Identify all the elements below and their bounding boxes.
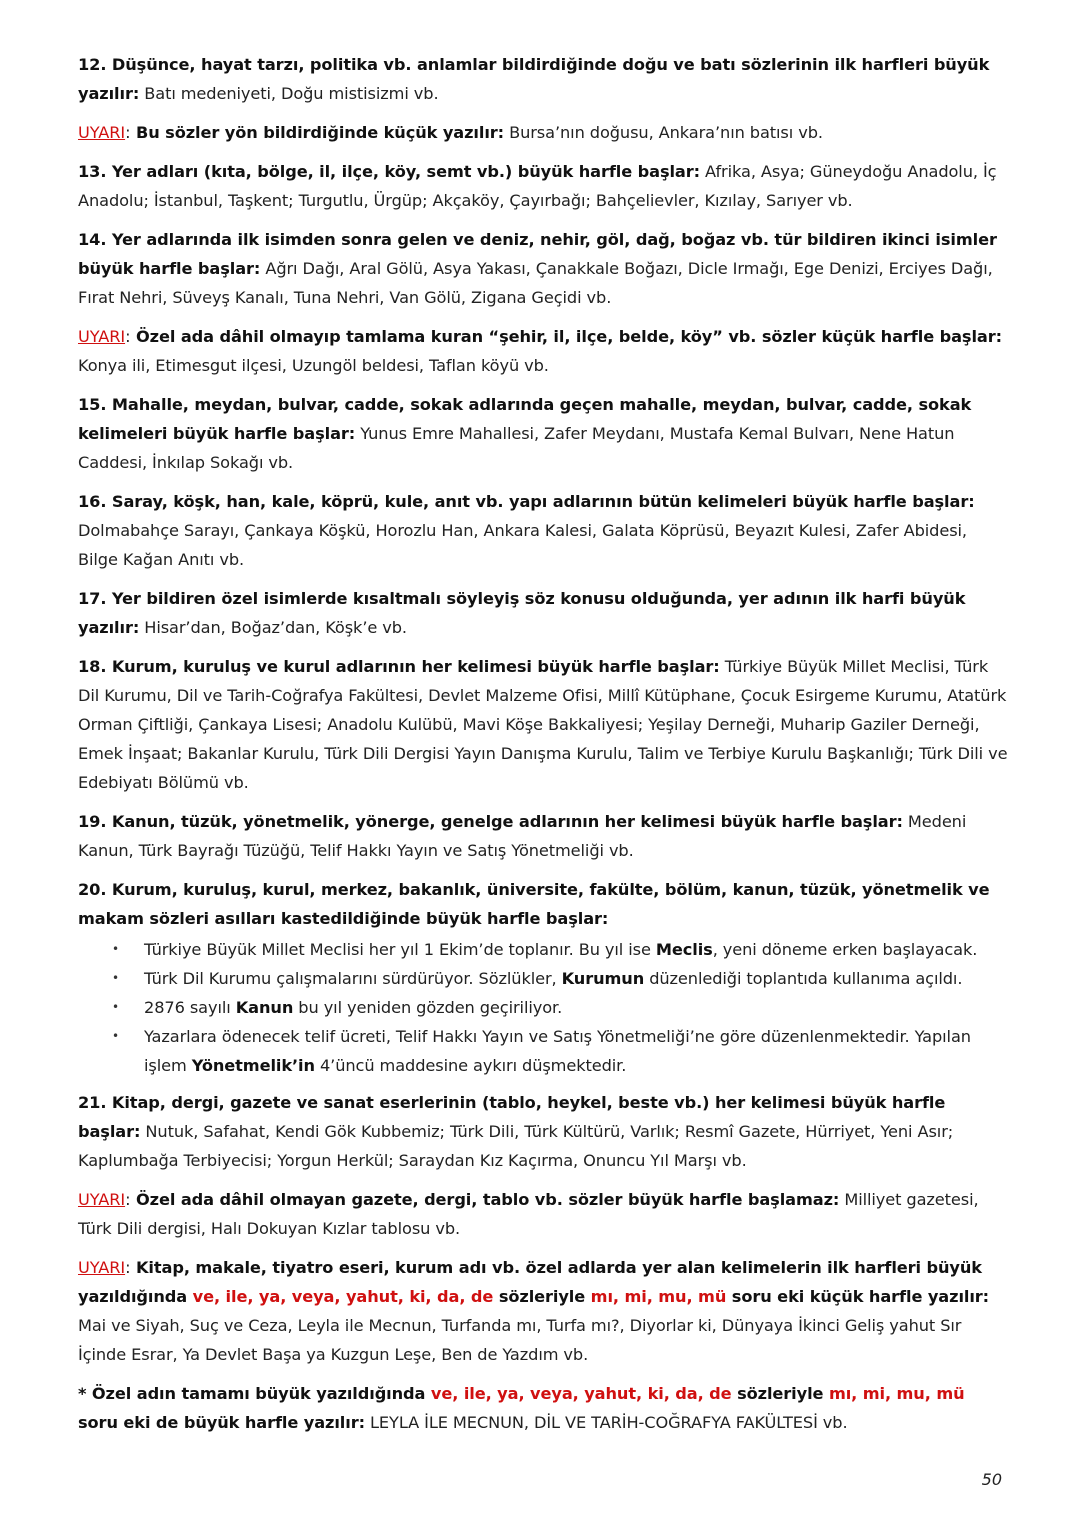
rule-heading: 17. Yer bildiren özel isimlerde kısaltmalı söyleyiş söz konusu olduğunda, yer adının ilk harfi büyük yazılır:	[78, 589, 966, 637]
rule-examples: Afrika, Asya; Güneydoğu Anadolu, İç Anadolu; İstanbul, Taşkent; Turgutlu, Ürgüp; Akçaköy, Çayırbağı; Bahçelievler, Kızılay, Sarıyer vb.	[78, 162, 997, 210]
note-heading: soru eki de büyük harfle yazılır:	[78, 1413, 365, 1432]
warning-heading: soru eki küçük harfle yazılır:	[726, 1287, 990, 1306]
rule-examples: Batı medeniyeti, Doğu mistisizmi vb.	[139, 84, 439, 103]
rule-heading: 18. Kurum, kuruluş ve kurul adlarının her kelimesi büyük harfle başlar:	[78, 657, 720, 676]
note	[78, 1379, 1008, 1437]
rule-19	[78, 807, 1008, 865]
warning-label: UYARI	[78, 327, 126, 346]
rule-21	[78, 1088, 1008, 1175]
rule-examples: Medeni Kanun, Türk Bayrağı Tüzüğü, Telif Hakkı Yayın ve Satış Yönetmeliği vb.	[78, 812, 967, 860]
bullet-text: düzenlediği toplantıda kullanıma açıldı.	[644, 969, 963, 988]
bullet-text: bu yıl yeniden gözden geçiriliyor.	[293, 998, 563, 1017]
rule-examples: Dolmabahçe Sarayı, Çankaya Köşkü, Horozlu Han, Ankara Kalesi, Galata Köprüsü, Beyazıt Kulesi, Zafer Abidesi, Bilge Kağan Anıtı vb.	[78, 521, 967, 569]
warning-heading: Bu sözler yön bildirdiğinde küçük yazılır:	[130, 123, 505, 142]
rule-heading: 20. Kurum, kuruluş, kurul, merkez, bakanlık, üniversite, fakülte, bölüm, kanun, tüzük, yönetmelik ve makam sözleri asılları kastedildiğinde büyük harfle başlar:	[78, 880, 990, 928]
bullet-text: Yazarlara ödenecek telif ücreti, Telif Hakkı Yayın ve Satış Yönetmeliği’ne göre düzenlenmektedir. Yapılan işlem	[144, 1027, 971, 1075]
warning-colon: :	[125, 327, 131, 346]
warning-4	[78, 1253, 1008, 1369]
bullet-emphasis: Kanun	[235, 998, 294, 1017]
rule-16	[78, 487, 1008, 574]
warning-examples: Mai ve Siyah, Suç ve Ceza, Leyla ile Mecnun, Turfanda mı, Turfa mı?, Diyorlar ki, Dünyaya İkinci Geliş yahut Sır İçinde Esrar, Ya Devlet Başa ya Kuzgun Leşe, Ben de Yazdım vb.	[78, 1316, 962, 1364]
warning-heading: Özel ada dâhil olmayan gazete, dergi, tablo vb. sözler büyük harfle başlamaz:	[130, 1190, 840, 1209]
warning-colon: :	[125, 1258, 131, 1277]
rule-examples: Ağrı Dağı, Aral Gölü, Asya Yakası, Çanakkale Boğazı, Dicle Irmağı, Ege Denizi, Erciyes Dağı, Fırat Nehri, Süveyş Kanalı, Tuna Nehri, Van Gölü, Zigana Geçidi vb.	[78, 259, 993, 307]
warning-heading: Kitap, makale, tiyatro eseri, kurum adı vb. özel adlarda yer alan kelimelerin ilk harfleri büyük yazıldığında	[78, 1258, 982, 1306]
document-body	[78, 50, 1008, 1447]
bullet-text: Türk Dil Kurumu çalışmalarını sürdürüyor. Sözlükler,	[144, 969, 562, 988]
list-item	[112, 1022, 1008, 1080]
bullet-emphasis: Kurumun	[561, 969, 645, 988]
warning-heading: Özel ada dâhil olmayıp tamlama kuran “şehir, il, ilçe, belde, köy” vb. sözler küçük harfle başlar:	[130, 327, 1002, 346]
warning-1	[78, 118, 1008, 147]
rule-examples: Yunus Emre Mahallesi, Zafer Meydanı, Mustafa Kemal Bulvarı, Nene Hatun Caddesi, İnkılap Sokağı vb.	[78, 424, 955, 472]
bullet-text: 2876 sayılı	[144, 998, 236, 1017]
rule-heading: 15. Mahalle, meydan, bulvar, cadde, sokak adlarında geçen mahalle, meydan, bulvar, cadde, sokak kelimeleri büyük harfle başlar:	[78, 395, 972, 443]
rule-20-examples-list	[78, 935, 1008, 1080]
warning-colon: :	[125, 123, 131, 142]
list-item	[112, 935, 1008, 964]
warning-examples: Milliyet gazetesi, Türk Dili dergisi, Halı Dokuyan Kızlar tablosu vb.	[78, 1190, 979, 1238]
warning-examples: Konya ili, Etimesgut ilçesi, Uzungöl beldesi, Taflan köyü vb.	[78, 356, 549, 375]
warning-heading: sözleriyle	[493, 1287, 591, 1306]
rule-heading: 14. Yer adlarında ilk isimden sonra gelen ve deniz, nehir, göl, dağ, boğaz vb. tür bildiren ikinci isimler büyük harfle başlar:	[78, 230, 997, 278]
rule-examples: Hisar’dan, Boğaz’dan, Köşk’e vb.	[139, 618, 407, 637]
page-number: 50	[981, 1470, 1002, 1489]
bullet-emphasis: Yönetmelik’in	[191, 1056, 315, 1075]
rule-14	[78, 225, 1008, 312]
rule-heading: 19. Kanun, tüzük, yönetmelik, yönerge, genelge adlarının her kelimesi büyük harfle başlar:	[78, 812, 903, 831]
list-item	[112, 964, 1008, 993]
warning-2	[78, 322, 1008, 380]
rule-heading: 12. Düşünce, hayat tarzı, politika vb. anlamlar bildirdiğinde doğu ve batı sözlerinin ilk harfleri büyük yazılır:	[78, 55, 990, 103]
warning-examples: Bursa’nın doğusu, Ankara’nın batısı vb.	[504, 123, 823, 142]
warning-colon: :	[125, 1190, 131, 1209]
bullet-text: , yeni döneme erken başlayacak.	[712, 940, 978, 959]
note-heading: sözleriyle	[731, 1384, 829, 1403]
rule-15	[78, 390, 1008, 477]
rule-18	[78, 652, 1008, 797]
list-item	[112, 993, 1008, 1022]
question-suffix-list: mı, mi, mu, mü	[590, 1287, 727, 1306]
rule-examples: Türkiye Büyük Millet Meclisi, Türk Dil Kurumu, Dil ve Tarih-Coğrafya Fakültesi, Devlet Malzeme Ofisi, Millî Kütüphane, Çocuk Esirgeme Kurumu, Atatürk Orman Çiftliği, Çankaya Lisesi; Anadolu Kulübü, Mavi Köşe Bakkaliyesi; Yeşilay Derneği, Muharip Gaziler Derneği, Emek İnşaat; Bakanlar Kurulu, Türk Dili Dergisi Yayın Danışma Kurulu, Talim ve Terbiye Kurulu Başkanlığı; Türk Dili ve Edebiyatı Bölümü vb.	[78, 657, 1008, 792]
bullet-emphasis: Meclis	[655, 940, 713, 959]
warning-label: UYARI	[78, 1258, 126, 1277]
bullet-text: 4’üncü maddesine aykırı düşmektedir.	[314, 1056, 627, 1075]
rule-examples: Nutuk, Safahat, Kendi Gök Kubbemiz; Türk Dili, Türk Kültürü, Varlık; Resmî Gazete, Hürriyet, Yeni Asır; Kaplumbağa Terbiyecisi; Yorgun Herkül; Saraydan Kız Kaçırma, Onuncu Yıl Marşı vb.	[78, 1122, 954, 1170]
rule-17	[78, 584, 1008, 642]
rule-20	[78, 875, 1008, 933]
note-examples: LEYLA İLE MECNUN, DİL VE TARİH-COĞRAFYA FAKÜLTESİ vb.	[364, 1413, 848, 1432]
rule-13	[78, 157, 1008, 215]
rule-heading: 13. Yer adları (kıta, bölge, il, ilçe, köy, semt vb.) büyük harfle başlar:	[78, 162, 701, 181]
bullet-text: Türkiye Büyük Millet Meclisi her yıl 1 Ekim’de toplanır. Bu yıl ise	[144, 940, 656, 959]
rule-heading: 16. Saray, köşk, han, kale, köprü, kule, anıt vb. yapı adlarının bütün kelimeleri büyük harfle başlar:	[78, 492, 975, 511]
warning-label: UYARI	[78, 123, 126, 142]
note-heading: * Özel adın tamamı büyük yazıldığında	[78, 1384, 431, 1403]
conjunction-list: ve, ile, ya, veya, yahut, ki, da, de	[430, 1384, 732, 1403]
rule-12	[78, 50, 1008, 108]
rule-heading: 21. Kitap, dergi, gazete ve sanat eserlerinin (tablo, heykel, beste vb.) her kelimesi büyük harfle başlar:	[78, 1093, 946, 1141]
conjunction-list: ve, ile, ya, veya, yahut, ki, da, de	[192, 1287, 494, 1306]
warning-3	[78, 1185, 1008, 1243]
question-suffix-list: mı, mi, mu, mü	[828, 1384, 965, 1403]
warning-label: UYARI	[78, 1190, 126, 1209]
